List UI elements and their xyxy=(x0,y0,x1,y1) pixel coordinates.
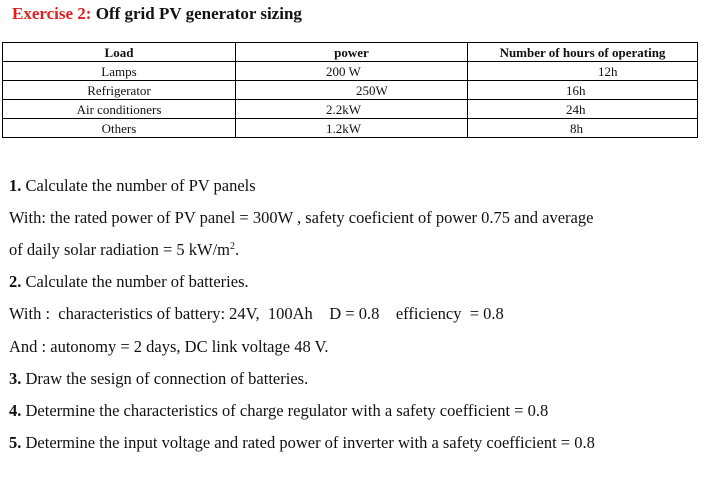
question-number: 1. xyxy=(9,176,22,195)
hours-cell: 24h xyxy=(468,100,698,119)
question-number: 2. xyxy=(9,272,22,291)
question-2 xyxy=(9,272,249,292)
hours-cell: 12h xyxy=(468,62,698,81)
superscript: 2 xyxy=(230,241,236,252)
load-cell: Refrigerator xyxy=(3,81,236,100)
exercise-title-text: Off grid PV generator sizing xyxy=(91,4,302,23)
question-text-tail: . xyxy=(235,240,240,259)
load-cell: Others xyxy=(3,119,236,138)
question-number: 5. xyxy=(9,433,22,452)
exercise-label: Exercise 2: xyxy=(12,4,92,23)
table-header-row xyxy=(3,43,698,62)
hours-cell: 16h xyxy=(468,81,698,100)
question-text: Draw the sesign of connection of batteries. xyxy=(21,369,309,388)
power-cell: 2.2kW xyxy=(236,100,468,119)
exercise-title xyxy=(12,4,302,24)
header-load: Load xyxy=(3,43,236,62)
question-text: Calculate the number of PV panels xyxy=(21,176,256,195)
question-text: With: the rated power of PV panel = 300W , safety coeficient of power 0.75 and average xyxy=(9,208,594,227)
question-number: 3. xyxy=(9,369,22,388)
question-text: of daily solar radiation = 5 kW/m xyxy=(9,240,231,259)
question-5 xyxy=(9,433,595,453)
power-cell: 1.2kW xyxy=(236,119,468,138)
question-text: Determine the input voltage and rated power of inverter with a safety coefficient = 0.8 xyxy=(21,433,595,452)
load-table xyxy=(2,42,698,138)
question-4 xyxy=(9,401,548,421)
hours-cell: 8h xyxy=(468,119,698,138)
question-text: Determine the characteristics of charge regulator with a safety coefficient = 0.8 xyxy=(21,401,549,420)
question-2-detail-b xyxy=(9,337,328,357)
question-text: And : autonomy = 2 days, DC link voltage 48 V. xyxy=(9,337,329,356)
table-row xyxy=(3,62,698,81)
question-1 xyxy=(9,176,256,196)
question-text: Calculate the number of batteries. xyxy=(21,272,249,291)
load-cell: Lamps xyxy=(3,62,236,81)
question-2-detail-a xyxy=(9,304,504,324)
power-cell: 250W xyxy=(236,81,468,100)
load-cell: Air conditioners xyxy=(3,100,236,119)
table-row xyxy=(3,119,698,138)
table-row xyxy=(3,81,698,100)
header-hours: Number of hours of operating xyxy=(468,43,698,62)
question-1-detail-a xyxy=(9,208,593,228)
question-number: 4. xyxy=(9,401,22,420)
table-row xyxy=(3,100,698,119)
question-1-detail-b xyxy=(9,240,239,260)
power-cell: 200 W xyxy=(236,62,468,81)
header-power: power xyxy=(236,43,468,62)
question-text: With : characteristics of battery: 24V, 100Ah D = 0.8 efficiency = 0.8 xyxy=(9,304,504,323)
question-3 xyxy=(9,369,308,389)
